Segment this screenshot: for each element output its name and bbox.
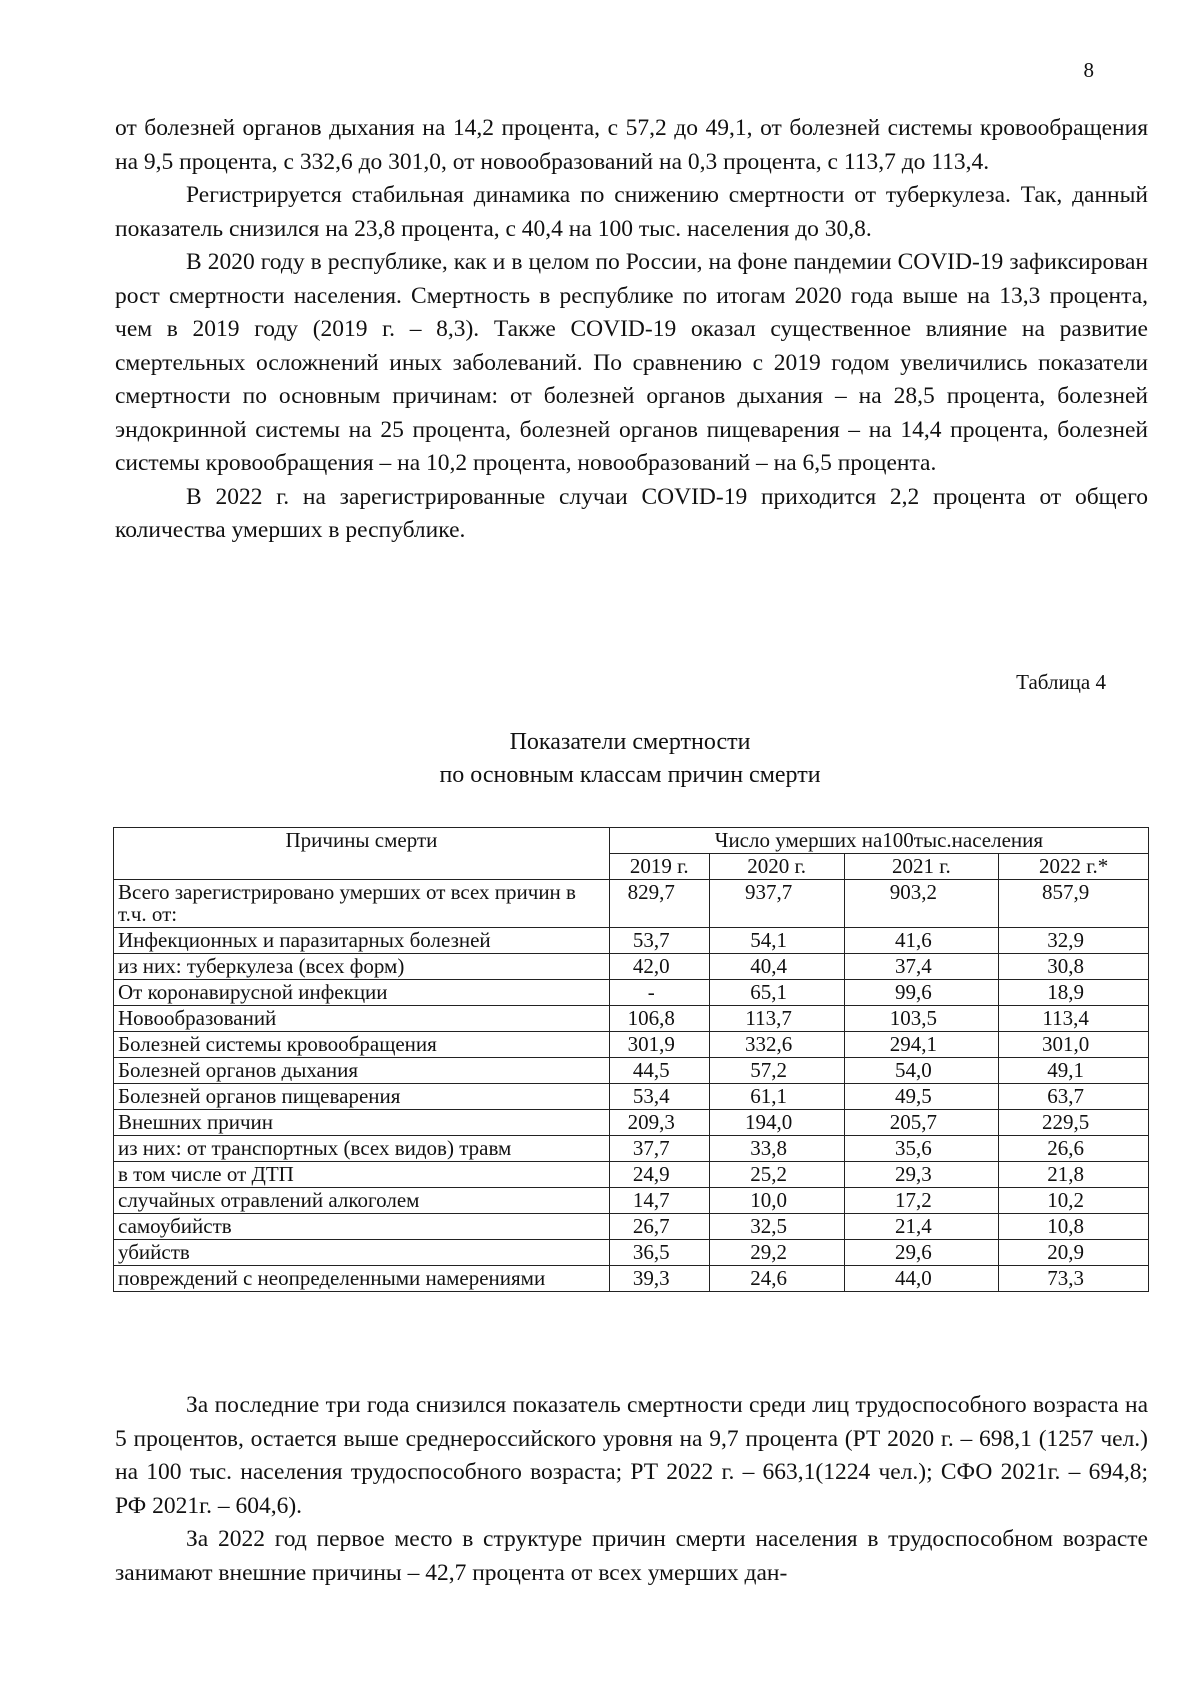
row-label: Инфекционных и паразитарных болезней (114, 928, 610, 954)
row-value: 53,4 (609, 1084, 709, 1110)
row-value: 44,5 (609, 1058, 709, 1084)
row-label: От коронавирусной инфекции (114, 980, 610, 1006)
table-row (114, 880, 1149, 928)
bottom-text-block (115, 1389, 1148, 1590)
row-value: 29,6 (844, 1240, 999, 1266)
row-value: 194,0 (709, 1110, 844, 1136)
table-row (114, 1240, 1149, 1266)
table-title-line: Показатели смертности (509, 729, 751, 755)
row-value: 332,6 (709, 1032, 844, 1058)
table-row (114, 1006, 1149, 1032)
row-label: повреждений с неопределенными намерениями (114, 1266, 610, 1292)
table-row (114, 1032, 1149, 1058)
row-value: - (609, 980, 709, 1006)
row-value: 18,9 (999, 980, 1149, 1006)
table-row (114, 1214, 1149, 1240)
row-label: случайных отравлений алкоголем (114, 1188, 610, 1214)
page-number: 8 (1083, 58, 1094, 82)
mortality-table (113, 827, 1149, 1292)
row-value: 294,1 (844, 1032, 999, 1058)
row-label: Внешних причин (114, 1110, 610, 1136)
table-row (114, 1084, 1149, 1110)
row-value: 857,9 (999, 880, 1149, 928)
row-label: Болезней системы кровообращения (114, 1032, 610, 1058)
row-value: 39,3 (609, 1266, 709, 1292)
row-value: 10,2 (999, 1188, 1149, 1214)
row-label: Болезней органов дыхания (114, 1058, 610, 1084)
row-value: 61,1 (709, 1084, 844, 1110)
row-value: 26,7 (609, 1214, 709, 1240)
row-value: 73,3 (999, 1266, 1149, 1292)
row-value: 57,2 (709, 1058, 844, 1084)
header-year: 2019 г. (609, 854, 709, 880)
row-value: 25,2 (709, 1162, 844, 1188)
row-value: 229,5 (999, 1110, 1149, 1136)
row-value: 54,1 (709, 928, 844, 954)
row-label: в том числе от ДТП (114, 1162, 610, 1188)
row-value: 63,7 (999, 1084, 1149, 1110)
row-label: Болезней органов пищеварения (114, 1084, 610, 1110)
table-row (114, 1188, 1149, 1214)
row-value: 37,4 (844, 954, 999, 980)
row-value: 42,0 (609, 954, 709, 980)
row-value: 937,7 (709, 880, 844, 928)
table-header-row (114, 828, 1149, 854)
row-value: 113,4 (999, 1006, 1149, 1032)
paragraph: За 2022 год первое место в структуре причин смерти населения в трудоспособном возрасте занимают внешние причины – 42,7 процента от всех умерших дан- (115, 1526, 1148, 1586)
row-value: 17,2 (844, 1188, 999, 1214)
row-value: 32,5 (709, 1214, 844, 1240)
header-causes: Причины смерти (114, 828, 610, 880)
row-value: 10,8 (999, 1214, 1149, 1240)
row-value: 54,0 (844, 1058, 999, 1084)
row-value: 903,2 (844, 880, 999, 928)
row-value: 30,8 (999, 954, 1149, 980)
paragraph: За последние три года снизился показатель смертности среди лиц трудоспособного возраста на 5 процентов, остается выше среднероссийского уровня на 9,7 процента (РТ 2020 г. – 698,1 (1257 чел.) на 100 тыс. населения трудоспособного возраста; РТ 2022 г. – 663,1(1224 чел.); СФО 2021г. – 694,8; РФ 2021г. – 604,6). (115, 1392, 1148, 1519)
row-value: 21,4 (844, 1214, 999, 1240)
header-year: 2020 г. (709, 854, 844, 880)
header-year: 2021 г. (844, 854, 999, 880)
row-value: 29,2 (709, 1240, 844, 1266)
header-year: 2022 г.* (999, 854, 1149, 880)
table-title (0, 726, 1200, 792)
row-value: 209,3 (609, 1110, 709, 1136)
table-row (114, 954, 1149, 980)
row-value: 49,5 (844, 1084, 999, 1110)
table-row (114, 1058, 1149, 1084)
row-value: 14,7 (609, 1188, 709, 1214)
row-label: Всего зарегистрировано умерших от всех причин в т.ч. от: (114, 880, 610, 928)
row-value: 32,9 (999, 928, 1149, 954)
row-value: 24,6 (709, 1266, 844, 1292)
row-value: 44,0 (844, 1266, 999, 1292)
row-label: убийств (114, 1240, 610, 1266)
table-row (114, 1110, 1149, 1136)
paragraph: В 2020 году в республике, как и в целом по России, на фоне пандемии COVID-19 зафиксирован рост смертности населения. Смертность в республике по итогам 2020 года выше на 13,3 процента, чем в 2019 году (2019 г. – 8,3). Также COVID-19 оказал существенное влияние на развитие смертельных осложнений иных заболеваний. По сравнению с 2019 годом увеличились показатели смертности по основным причинам: от болезней органов дыхания – на 28,5 процента, болезней эндокринной системы на 25 процента, болезней органов пищеварения – на 14,4 процента, болезней системы кровообращения – на 10,2 процента, новообразований – на 6,5 процента. (115, 249, 1148, 476)
row-value: 301,0 (999, 1032, 1149, 1058)
row-value: 49,1 (999, 1058, 1149, 1084)
table-title-line: по основным классам причин смерти (439, 762, 821, 788)
row-value: 33,8 (709, 1136, 844, 1162)
row-value: 106,8 (609, 1006, 709, 1032)
row-value: 205,7 (844, 1110, 999, 1136)
row-value: 65,1 (709, 980, 844, 1006)
table-row (114, 1136, 1149, 1162)
row-value: 113,7 (709, 1006, 844, 1032)
row-label: самоубийств (114, 1214, 610, 1240)
header-group: Число умерших на100тыс.населения (609, 828, 1148, 854)
table-label: Таблица 4 (1016, 670, 1106, 694)
row-value: 29,3 (844, 1162, 999, 1188)
row-value: 41,6 (844, 928, 999, 954)
row-value: 301,9 (609, 1032, 709, 1058)
top-text-block (115, 112, 1148, 548)
row-value: 829,7 (609, 880, 709, 928)
row-value: 10,0 (709, 1188, 844, 1214)
row-value: 36,5 (609, 1240, 709, 1266)
paragraph: В 2022 г. на зарегистрированные случаи COVID-19 приходится 2,2 процента от общего количества умерших в республике. (115, 483, 1148, 543)
paragraph: от болезней органов дыхания на 14,2 процента, с 57,2 до 49,1, от болезней системы кровообращения на 9,5 процента, с 332,6 до 301,0, от новообразований на 0,3 процента, с 113,7 до 113,4. (115, 115, 1148, 175)
table-row (114, 1266, 1149, 1292)
row-value: 37,7 (609, 1136, 709, 1162)
row-value: 53,7 (609, 928, 709, 954)
table-row (114, 980, 1149, 1006)
row-value: 21,8 (999, 1162, 1149, 1188)
row-value: 99,6 (844, 980, 999, 1006)
row-value: 103,5 (844, 1006, 999, 1032)
table-row (114, 1162, 1149, 1188)
row-value: 20,9 (999, 1240, 1149, 1266)
row-value: 40,4 (709, 954, 844, 980)
row-label: из них: туберкулеза (всех форм) (114, 954, 610, 980)
row-label: Новообразований (114, 1006, 610, 1032)
paragraph: Регистрируется стабильная динамика по снижению смертности от туберкулеза. Так, данный показатель снизился на 23,8 процента, с 40,4 на 100 тыс. населения до 30,8. (115, 182, 1148, 242)
row-label: из них: от транспортных (всех видов) травм (114, 1136, 610, 1162)
table-body (114, 880, 1149, 1292)
row-value: 35,6 (844, 1136, 999, 1162)
row-value: 24,9 (609, 1162, 709, 1188)
table-row (114, 928, 1149, 954)
row-value: 26,6 (999, 1136, 1149, 1162)
